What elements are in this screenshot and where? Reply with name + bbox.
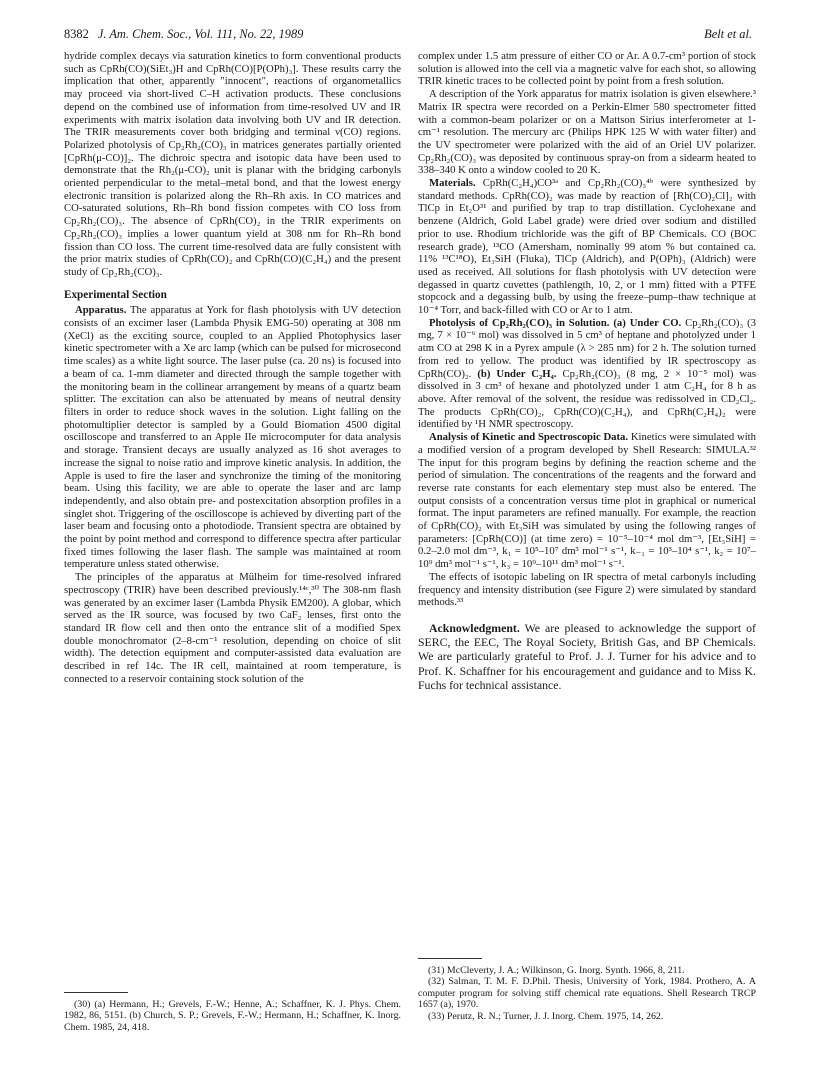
photolysis-paragraph: [418, 317, 756, 431]
isotopic-paragraph: The effects of isotopic labeling on IR spectra of metal carbonyls including frequency and intensity distribution (see Figure 2) were simulated by standard methods.³³: [418, 570, 756, 609]
trir-paragraph: The principles of the apparatus at Mülheim for time-resolved infrared spectroscopy (TRIR) have been described previously.¹⁴ᶜ,³⁰ The 308-nm flash was generated by an excimer laser (Lambda Physik EM200). A globar, which served as the IR source, was focused by two CaF₂ lenses, first onto the standard IR flow cell and then onto the entrance slit of a modified Spex double monochromator (2–8-cm⁻¹ resolution, depending on choice of slit width). The detection equipment and computer-assisted data evaluation are described in ref 14c. The IR cell, maintained at room temperature, is connected to a reservoir containing stock solution of the: [64, 571, 401, 685]
footnotes-right: [418, 958, 756, 1022]
analysis-runin: Analysis of Kinetic and Spectroscopic Data.: [429, 431, 629, 444]
materials-runin: Materials.: [429, 177, 476, 190]
continued-paragraph: complex under 1.5 atm pressure of either CO or Ar. A 0.7-cm³ portion of stock solution is allowed into the cell via a magnetic valve for each shot, so allowing TRIR kinetic traces to be collected point by point from a fresh solution.: [418, 50, 756, 88]
photolysis-runin: Photolysis of Cp₂Rh₂(CO)₃ in Solution. (a) Under CO.: [429, 316, 682, 329]
materials-text: CpRh(C₂H₄)CO³ᵃ and Cp₂Rh₂(CO)₃⁴ᵇ were synthesized by standard methods. CpRh(CO)₂ was made by reaction of [Rh(CO)₂Cl]₂ with TlCp in Et₂O³¹ and purified by trap to trap distillation. Cyclohexane and benzene (Aldrich, Gold Label grade) were dried over sodium and distilled prior to use. Rhodium trichloride was the gift of BP Chemicals. CO (BOC research grade), ¹³CO (Amersham, nominally 99 atom % but contained ca. 11% ¹³C¹⁸O), Et₃SiH (Fluka), TlCp (Aldrich), and P(OPh)₃ (Aldrich) were used as received. All solutions for flash photolysis with UV detection were degassed in quartz cuvettes (pathlength, 10, 2, or 1 mm) fitted with a PTFE stopcock and a degassing bulb, by using the freeze–pump–thaw technique at 10⁻⁴ Torr, and back-filled with CO or Ar to 1 atm.: [418, 177, 757, 317]
left-column: [64, 50, 401, 685]
apparatus-runin: Apparatus.: [75, 304, 127, 317]
footnote-rule: [64, 992, 128, 993]
footnote-33: (33) Perutz, R. N.; Turner, J. J. Inorg. Chem. 1975, 14, 262.: [428, 1010, 664, 1022]
analysis-paragraph: [418, 431, 756, 571]
right-column: [418, 50, 756, 692]
materials-paragraph: [418, 177, 756, 317]
footnotes-left: [64, 992, 401, 1033]
photolysis-text-b: Cp₂Rh₂(CO)₃ (8 mg, 2 × 10⁻⁵ mol) was dissolved in 3 cm³ of hexane and photolyzed under 1 atm C₂H₄ for 8 h as above. After removal of the solvent, the residue was redissolved in CD₂Cl₂. The products CpRh(CO)₂, CpRh(CO)(C₂H₄), and CpRh(C₂H₄)₂ were identified by ¹H NMR spectroscopy.: [418, 367, 757, 431]
analysis-text: Kinetics were simulated with a modified version of a program developed by Shell Research: SIMULA.³² The input for this program begins by defining the reaction scheme and the period of simulation. The concentrations of the reagents and the forward and reverse rate constants for each elementary step must also be entered. The output consists of a concentration versus time plot in graphical or numerical format. The input parameters are refined manually. For example, the reaction of CpRh(CO)₂ with Et₃SiH was simulated by using the following ranges of parameters: [CpRh(CO)] (at time zero) = 10⁻⁵–10⁻⁴ mol dm⁻³, [Et₃SiH] = 0.2–2.0 mol dm⁻³, k₁ = 10⁵–10⁷ dm³ mol⁻¹ s⁻¹, k₋₁ = 10³–10⁴ s⁻¹, k₂ = 10⁷–10⁹ dm³ mol⁻¹ s⁻¹, k₃ = 10⁹–10¹¹ dm³ mol⁻¹ s⁻¹.: [418, 431, 756, 571]
intro-paragraph: hydride complex decays via saturation kinetics to form conventional products such as CpRh(CO)(SiEt₃)H and CpRh(CO)[P(OPh)₃]. These results carry the implication that other, apparently "innocent", reactions of organometallics may proceed via short-lived C–H activation products. These conclusions depend on the combined use of information from time-resolved UV and IR experiments with matrix isolation data involving both UV and IR detection. The TRIR measurements cover both bridging and terminal ν(CO) regions. Polarized photolysis of Cp₂Rh₂(CO)₃ in matrices generates partially oriented [CpRh(μ-CO)]₂. The dichroic spectra and isotopic data have been used to demonstrate that the Rh₂(μ-CO)₂ unit is planar with the bridging carbonyls oriented perpendicular to the metal–metal bond, and that the lowest energy electronic transition is polarized along the Rh–Rh axis. In CO matrices and CO-saturated solutions, Rh–Rh bond fission competes with CO loss from Cp₂Rh₂(CO)₃. The absence of CpRh(CO)₂ in the TRIR experiments on Cp₂Rh₂(CO)₃ implies a lower quantum yield at 308 nm for Rh–Rh bond fission than CO loss. The current time-resolved data are fully consistent with the prior matrix studies of CpRh(CO)₂ and CpRh(CO)(C₂H₄) and the present study of Cp₂Rh₂(CO)₃.: [64, 50, 401, 278]
section-heading: Experimental Section: [64, 288, 167, 301]
apparatus-text: The apparatus at York for flash photolysis with UV detection consists of an excimer laser (Lambda Physik EMG-50) operating at 308 nm (XeCl) as the exciting source, coupled to an Applied Photophysics laser kinetic spectrometer with a Xe arc lamp (which can be pulsed for microsecond time scales) as a white light source. The laser pulse (ca. 20 ns) is focused into a beam of ca. 1-mm diameter and directed through the sample together with the monitoring beam in the collinear arrangement by means of a quartz beam splitter. The excitation can also be attenuated by means of neutral density filters in order to reduce shock waves in the solution. Light falling on the photomultiplier detector is sampled by a Gould Biomation 4500 digital oscilloscope and transferred to an Apple IIe microcomputer for data analysis and storage. Transient decays are usually analyzed as 16 shot averages to increase the signal to noise ratio and improve kinetic analysis. In addition, the Apple is used to fire the laser and synchronize the timing of the monitoring beam. Using this facility, we are able to operate the laser and arc lamp independently, and also obtain pre- and postexcitation absorption profiles in a singlet shot. Triggering of the oscilloscope is achieved by diverting part of the laser beam and focusing onto a photodiode. Transient spectra are obtained by the point by point method and correspond to difference spectra after particular fixed times following the laser flash. The sample was maintained at room temperature unless stated otherwise.: [64, 304, 401, 571]
acknowledgment-text: We are pleased to acknowledge the support of SERC, the EEC, The Royal Society, British Gas, and BP Chemicals. We are particularly grateful to Prof. J. J. Turner for his advice and to Prof. K. Schaffner for his encouragement and guidance and to Miss K. Fuchs for technical assistance.: [418, 620, 756, 692]
footnote-31: (31) McCleverty, J. A.; Wilkinson, G. Inorg. Synth. 1966, 8, 211.: [428, 965, 685, 976]
running-header: [64, 26, 752, 42]
matrix-paragraph: A description of the York apparatus for matrix isolation is given elsewhere.³ Matrix IR spectra were recorded on a Perkin-Elmer 580 spectrometer fitted with a common-beam polarizer or on a Mattson Sirius interferometer at 1-cm⁻¹ resolution. The mercury arc (Philips HPK 125 W with water filter) and the UV spectrometer were polarized with the aid of an Oriel UV polarizer. Cp₂Rh₂(CO)₃ was deposited by continuous spray-on from a sidearm heated to 338–340 K onto a window cooled to 20 K.: [418, 88, 756, 177]
acknowledgment-runin: Acknowledgment.: [429, 620, 520, 635]
photolysis-text-a: Cp₂Rh₂(CO)₃ (3 mg, 7 × 10⁻⁶ mol) was dissolved in 5 cm³ of heptane and photolyzed under 1 atm CO at 298 K in a Pyrex ampule (λ > 285 nm) for 2 h. The solution turned from red to yellow. The product was identified by IR spectroscopy as CpRh(CO)₂.: [418, 316, 756, 380]
page-number: 8382: [64, 27, 89, 41]
header-left: [64, 26, 303, 42]
footnote-30: (30) (a) Hermann, H.; Grevels, F.-W.; Henne, A.; Schaffner, K. J. Phys. Chem. 1982, 86, 5151. (b) Church, S. P.; Grevels, F.-W.; Hermann, H.; Schaffner, K. Inorg. Chem. 1985, 24, 418.: [64, 999, 401, 1033]
apparatus-paragraph: [64, 304, 401, 571]
acknowledgment-paragraph: [418, 621, 756, 692]
footnote-rule: [418, 958, 482, 959]
photolysis-runin-b: (b) Under C₂H₄.: [477, 367, 557, 380]
journal-citation: J. Am. Chem. Soc., Vol. 111, No. 22, 1989: [97, 27, 304, 41]
footnote-32: (32) Salman, T. M. F. D.Phil. Thesis, University of York, 1984. Prothero, A. A computer program for solving stiff chemical rate equations. Shell Research TRCP 1657 (a), 1970.: [418, 976, 756, 1011]
header-authors: Belt et al.: [704, 27, 752, 41]
